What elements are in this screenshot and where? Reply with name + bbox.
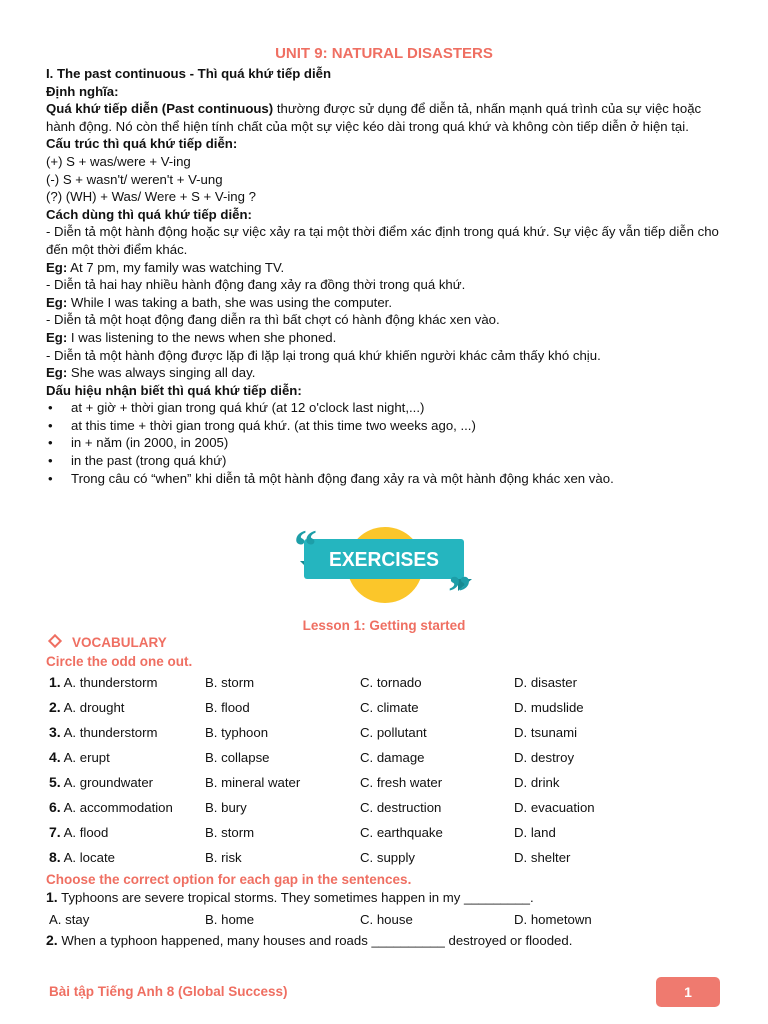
option-a <box>49 724 157 742</box>
odd-one-out-table <box>49 674 729 874</box>
signs-heading: Dấu hiệu nhận biết thì quá khứ tiếp diễn: <box>46 382 302 398</box>
section-heading: I. The past continuous - Thì quá khứ tiếp diễn <box>46 66 332 81</box>
banner-open-quote: “ <box>294 520 317 571</box>
list-item: • in + năm (in 2000, in 2005) <box>46 434 726 452</box>
sentence-text: When a typhoon happened, many houses and roads __________ destroyed or flooded. <box>57 933 573 948</box>
vocabulary-label: VOCABULARY <box>72 635 167 650</box>
option-a <box>49 849 115 867</box>
option-a-text: A. locate <box>63 850 115 865</box>
question-row <box>49 699 729 724</box>
option-b: B. home <box>205 912 255 927</box>
list-item: • in the past (trong quá khứ) <box>46 452 726 470</box>
definition-text: thường được sử dụng để diễn tả, nhấn mạnh quá trình của sự việc hoặc hành động. Nó còn thể hiện tính chất của một sự việc kéo dài trong quá khứ và không còn tiếp diễn ở hiện tại. <box>46 101 702 134</box>
option-d: D. shelter <box>514 850 571 865</box>
option-c: C. destruction <box>360 800 442 815</box>
question-number: 4. <box>49 749 61 765</box>
example-label: Eg: <box>46 329 68 345</box>
structure-affirmative: (+) S + was/were + V-ing <box>46 153 191 169</box>
option-b: B. typhoon <box>205 725 269 740</box>
banner-label: EXERCISES <box>329 549 439 571</box>
option-b: B. bury <box>205 800 247 815</box>
option-a-text: A. thunderstorm <box>63 675 158 690</box>
option-a <box>49 749 110 767</box>
definition-term: Quá khứ tiếp diễn (Past continuous) <box>46 101 274 117</box>
option-a <box>49 799 173 817</box>
option-a <box>49 774 153 792</box>
option-d: D. mudslide <box>514 700 584 715</box>
example-line <box>46 364 726 382</box>
question-row <box>49 824 729 849</box>
signs-list <box>46 399 726 487</box>
question-number: 8. <box>49 849 61 865</box>
option-d: D. evacuation <box>514 800 595 815</box>
usage-item: - Diễn tả một hoạt động đang diễn ra thì bất chợt có hành động khác xen vào. <box>46 312 500 328</box>
definition-heading: Định nghĩa: <box>46 83 119 99</box>
example-label: Eg: <box>46 294 68 310</box>
exercise-instruction: Choose the correct option for each gap in the sentences. <box>46 872 412 887</box>
option-a-text: A. thunderstorm <box>63 725 158 740</box>
option-b: B. storm <box>205 825 255 840</box>
option-a-text: A. flood <box>63 825 109 840</box>
question-number: 7. <box>49 824 61 840</box>
option-c: C. tornado <box>360 675 422 690</box>
option-b: B. risk <box>205 850 242 865</box>
example-text: She was always singing all day. <box>67 365 256 381</box>
structure-negative: (-) S + wasn't/ weren't + V-ung <box>46 171 223 187</box>
banner-close-quote: ” <box>448 566 471 603</box>
question-number: 1. <box>49 674 61 690</box>
option-d: D. hometown <box>514 912 592 927</box>
usage-item: - Diễn tả một hành động hoặc sự việc xảy ra tại một thời điểm xác định trong quá khứ. Sự việc ấy vẫn tiếp diễn cho đến một thời điểm khác. <box>46 224 719 257</box>
example-line <box>46 329 726 347</box>
option-c: C. climate <box>360 700 419 715</box>
usage-item: - Diễn tả một hành động được lặp đi lặp lại trong quá khứ khiến người khác cảm thấy khó chịu. <box>46 347 601 363</box>
question-number: 2. <box>49 699 61 715</box>
list-item: • at + giờ + thời gian trong quá khứ (at 12 o'clock last night,...) <box>46 399 726 417</box>
question-number: 2. <box>46 932 58 948</box>
option-d: D. land <box>514 825 556 840</box>
list-item: • at this time + thời gian trong quá khứ. (at this time two weeks ago, ...) <box>46 417 726 435</box>
option-a-text: A. erupt <box>63 750 110 765</box>
example-line <box>46 259 726 277</box>
example-line <box>46 294 726 312</box>
example-label: Eg: <box>46 259 68 275</box>
option-c: C. supply <box>360 850 415 865</box>
option-a <box>49 699 124 717</box>
question-number: 3. <box>49 724 61 740</box>
option-a-text: A. groundwater <box>63 775 154 790</box>
option-c: C. pollutant <box>360 725 427 740</box>
example-text: I was listening to the news when she phoned. <box>67 329 337 345</box>
question-number: 5. <box>49 774 61 790</box>
footer-book-title: Bài tập Tiếng Anh 8 (Global Success) <box>49 984 288 999</box>
question-row <box>49 799 729 824</box>
question-row <box>49 724 729 749</box>
usage-heading: Cách dùng thì quá khứ tiếp diễn: <box>46 206 252 222</box>
option-b: B. collapse <box>205 750 270 765</box>
option-a <box>49 824 108 842</box>
option-b: B. flood <box>205 700 250 715</box>
example-text: While I was taking a bath, she was using the computer. <box>67 294 392 310</box>
question-row <box>49 774 729 799</box>
diamond-icon <box>48 634 62 648</box>
question-number: 6. <box>49 799 61 815</box>
sentence-options <box>49 911 729 931</box>
sentence-question <box>46 932 572 950</box>
exercise-instruction: Circle the odd one out. <box>46 654 193 669</box>
option-a <box>49 674 157 692</box>
page-title: UNIT 9: NATURAL DISASTERS <box>275 45 493 62</box>
option-c: C. damage <box>360 750 425 765</box>
option-d: D. drink <box>514 775 560 790</box>
exercises-banner <box>292 517 478 603</box>
option-c: C. fresh water <box>360 775 443 790</box>
example-label: Eg: <box>46 365 68 381</box>
option-d: D. destroy <box>514 750 575 765</box>
option-a-text: A. accommodation <box>63 800 173 815</box>
usage-item: - Diễn tả hai hay nhiều hành động đang xảy ra đồng thời trong quá khứ. <box>46 277 466 293</box>
option-a-text: A. drought <box>63 700 125 715</box>
option-a: A. stay <box>49 912 90 927</box>
structure-heading: Cấu trúc thì quá khứ tiếp diễn: <box>46 136 238 152</box>
option-b: B. mineral water <box>205 775 301 790</box>
option-b: B. storm <box>205 675 255 690</box>
list-item: • Trong câu có “when” khi diễn tả một hành động đang xảy ra và một hành động khác xen vào. <box>46 470 726 488</box>
option-d: D. tsunami <box>514 725 578 740</box>
sentence-text: Typhoons are severe tropical storms. They sometimes happen in my _________. <box>57 890 534 905</box>
option-d: D. disaster <box>514 675 578 690</box>
sentence-question <box>46 889 534 907</box>
grammar-section <box>46 65 726 487</box>
page-number: 1 <box>656 977 720 1007</box>
question-number: 1. <box>46 889 58 905</box>
example-text: At 7 pm, my family was watching TV. <box>67 259 285 275</box>
definition-paragraph <box>46 100 726 135</box>
option-c: C. house <box>360 912 413 927</box>
vocabulary-heading <box>46 634 167 652</box>
option-c: C. earthquake <box>360 825 443 840</box>
lesson-title: Lesson 1: Getting started <box>302 618 466 633</box>
structure-question: (?) (WH) + Was/ Were + S + V-ing ? <box>46 189 256 205</box>
question-row <box>49 674 729 699</box>
question-row <box>49 749 729 774</box>
